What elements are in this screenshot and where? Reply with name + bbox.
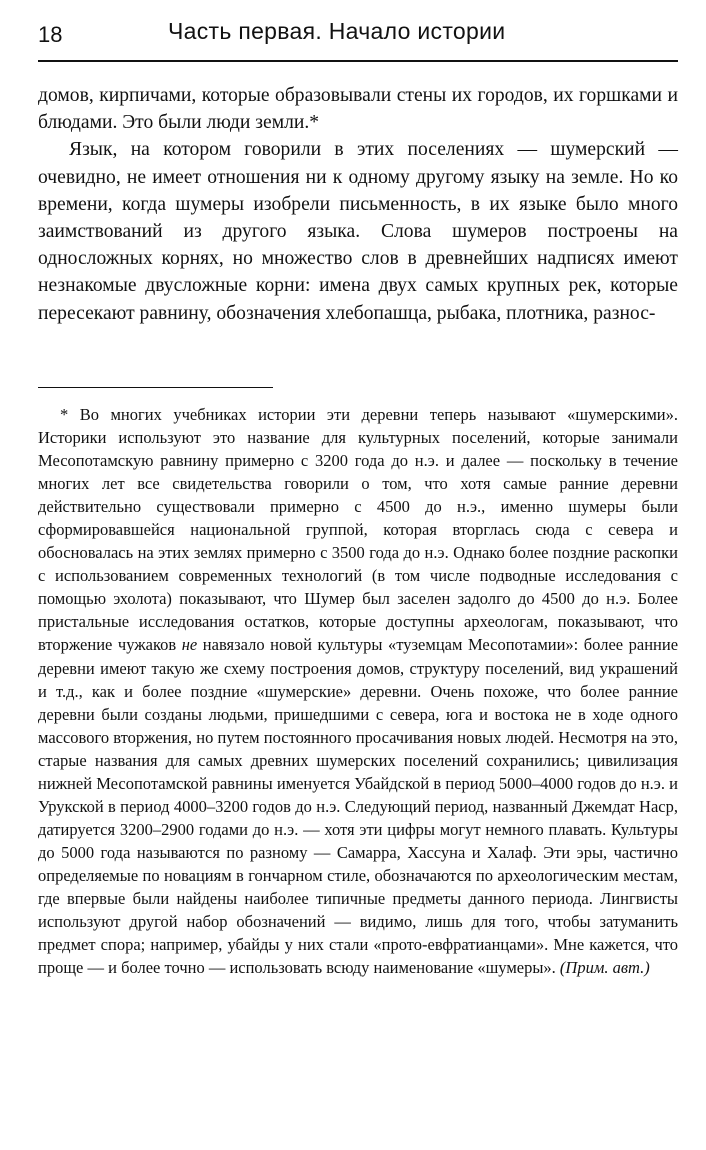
- footnote-attribution: (Прим. авт.): [559, 958, 650, 978]
- running-title: Часть первая. Начало истории: [168, 18, 506, 44]
- footnote-paragraph: [38, 403, 678, 979]
- body-paragraph: Язык, на котором говорили в этих поселениях — шумерский — очевидно, не имеет отношения ни к одному другому языку на земле. Но ко времени, когда шумеры изобрели письменность, в их языке было много заимствований из другого языка. Слова шумеров построены на односложных корнях, но множество слов в древнейших надписях имеют незнакомые двусложные корни: имена двух самых крупных рек, которые пересекают равнину, обозначения хлебопашца, рыбака, плотника, разнос-: [38, 139, 678, 324]
- footnote-separator: [38, 387, 273, 388]
- continuation-paragraph: домов, кирпичами, которые образовывали стены их городов, их горшками и блюдами. Это были люди земли.*: [38, 85, 678, 134]
- main-text: [38, 82, 678, 327]
- footnote: [38, 403, 678, 979]
- footnote-emphasis: не: [181, 635, 198, 655]
- page-number: 18: [38, 22, 63, 47]
- footnote-text-end: навязало новой культуры «туземцам Месопотамии»: более ранние деревни имеют такую же схему построения домов, структуру поселений, вид украшений и т.д., как и более поздние «шумерские» деревни. Очень похоже, что более ранние деревни были созданы людьми, пришедшими с севера, юга и востока не в ходе одного массового вторжения, но путем постоянного просачивания новых людей. Несмотря на это, старые названия для самых древних шумерских поселений сохранились; цивилизация нижней Месопотамской равнины именуется Убайдской в период 5000–4000 годов до н.э. и Урукской в период 4000–3200 годов до н.э. Следующий период, названный Джемдат Наср, датируется 3200–2900 годами до н.э. — хотя эти цифры могут немного плавать. Культуры до 5000 года называются по разному — Самарра, Хассуна и Халаф. Эти эры, частично определяемые по новациям в гончарном стиле, обозначаются по археологическим местам, где впервые были найдены наиболее типичные предметы данного периода. Лингвисты используют другой набор обозначений — видимо, лишь для того, чтобы затуманить предмет спора; например, убайды у них стали «прото-евфратианцами». Мне кажется, что проще — и более точно — использовать всюду наименование «шумеры».: [38, 635, 679, 978]
- header-rule: [38, 60, 678, 62]
- page-header: [38, 18, 678, 52]
- footnote-text-start: * Во многих учебниках истории эти деревни теперь называют «шумерскими». Историки используют это название для культурных поселений, которые занимали Месопотамскую равнину примерно с 3200 года до н.э. и далее — поскольку в течение многих лет все свидетельства говорили о том, что хотя самые ранние деревни действительно существовали примерно с 4500 до н.э., именно шумеры были сформировавшейся национальной группой, которая вторглась сюда с севера и обосновалась на этих землях примерно с 3500 года до н.э. Однако более поздние раскопки с использованием современных технологий (в том числе подводные исследования с помощью эхолота) показывают, что Шумер был заселен задолго до 4500 до н.э. Более пристальные исследования остатков, которые доступны археологам, показывают, что вторжение чужаков: [38, 405, 678, 655]
